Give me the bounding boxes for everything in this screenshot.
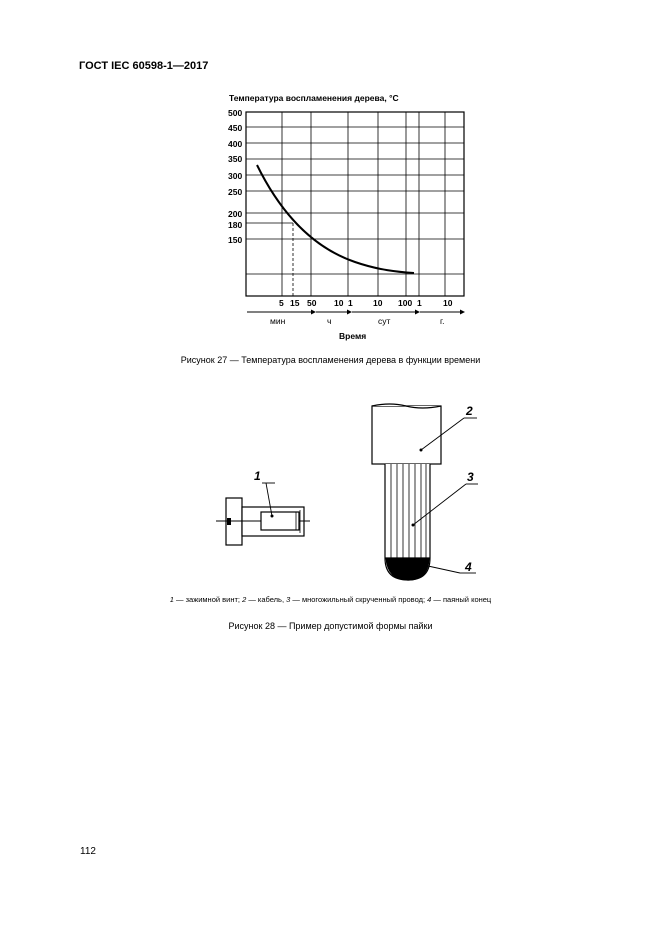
figure-28-drawing xyxy=(216,404,478,580)
grid xyxy=(246,112,464,296)
x-tick-label: 15 xyxy=(290,298,300,308)
legend-text-4: — паяный конец xyxy=(431,595,492,604)
time-unit-label: г. xyxy=(440,316,445,326)
figure-28-legend xyxy=(0,595,661,604)
clamping-screw xyxy=(216,498,310,545)
plot-frame xyxy=(246,112,464,296)
series-curve xyxy=(257,165,414,273)
x-tick-label: 10 xyxy=(373,298,383,308)
y-tick-label: 450 xyxy=(228,123,243,133)
figure-28-caption: Рисунок 28 — Пример допустимой формы пайки xyxy=(228,621,433,631)
y-tick-label: 150 xyxy=(228,235,243,245)
legend-num-4: 4 xyxy=(427,595,432,604)
figure-27-caption: Рисунок 27 — Температура воспламенения дерева в функции времени xyxy=(180,355,481,365)
y-tick-label: 180 xyxy=(228,220,243,230)
x-tick-label: 1 xyxy=(417,298,422,308)
x-tick-label: 10 xyxy=(443,298,453,308)
time-unit-label: мин xyxy=(270,316,286,326)
x-tick-label: 50 xyxy=(307,298,317,308)
chart-title: Температура воспламенения дерева, °С xyxy=(229,93,399,103)
label-4: 4 xyxy=(465,560,472,574)
x-tick-label: 5 xyxy=(279,298,284,308)
legend-num-2: 2 xyxy=(242,595,247,604)
y-tick-label: 350 xyxy=(228,154,243,164)
legend-text-3: — многожильный скрученный провод; xyxy=(290,595,428,604)
document-header: ГОСТ IEC 60598-1—2017 xyxy=(79,60,209,72)
cable xyxy=(372,404,441,464)
y-tick-label: 500 xyxy=(228,108,243,118)
label-2: 2 xyxy=(466,404,473,418)
y-tick-label: 250 xyxy=(228,187,243,197)
time-unit-label: ч xyxy=(327,316,332,326)
x-axis-labels xyxy=(279,298,453,308)
page-number: 112 xyxy=(80,846,96,857)
y-tick-label: 200 xyxy=(228,209,243,219)
legend-text-2: — кабель, xyxy=(246,595,287,604)
label-3: 3 xyxy=(467,470,474,484)
label-1: 1 xyxy=(254,469,261,483)
legend-text-1: — зажимной винт; xyxy=(173,595,243,604)
x-axis-title: Время xyxy=(339,331,367,341)
x-tick-label: 1 xyxy=(348,298,353,308)
y-tick-label: 300 xyxy=(228,171,243,181)
x-tick-label: 100 xyxy=(398,298,413,308)
x-tick-label: 10 xyxy=(334,298,344,308)
y-tick-label: 400 xyxy=(228,139,243,149)
legend-num-3: 3 xyxy=(286,595,291,604)
legend-num-1: 1 xyxy=(169,595,174,604)
time-unit-label: сут xyxy=(378,316,391,326)
y-axis-labels xyxy=(228,108,242,245)
time-unit-labels xyxy=(270,316,444,326)
